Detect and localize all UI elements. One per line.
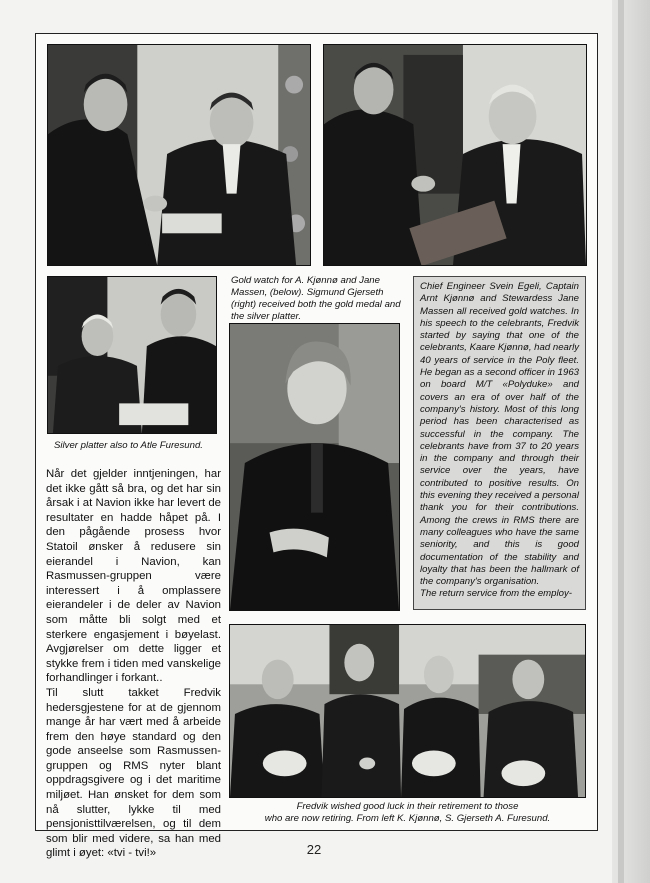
caption-gold-watch: Gold watch for A. Kjønnø and Jane Massen, (below). Sigmund Gjerseth (right) received both the gold medal and the silver platter. bbox=[231, 275, 401, 322]
body-paragraph-1: Når det gjelder inntjeningen, har det ikke gått så bra, og det har sin årsak i at Navion ikke har levert de resultater en hadde håpet på. I den pågående prosess hvor Statoil ønsker å redusere sin eierandel i Navion, kan Rasmussen-gruppen være interessert i å omplassere eierandeler i de deler av Navion som måtte bli solgt med et sterkere engasjement i bøyelast. Avgjørelser om dette ligger et stykke frem i tiden med vanskelige forhandlinger i forkant.. bbox=[46, 468, 221, 685]
photo-handshake-platter bbox=[323, 44, 587, 266]
sidebar-paragraph-1: Chief Engineer Svein Egeli, Captain Arnt Kjønnø and Stewardess Jane Massen all received gold watches. In his speech to the celebrants, Fredvik started by saying that one of the celebrants, Kaare Kjønnø, had nearly 40 years of service in the Poly fleet. He began as a second officer in 1963 on board M/T «Polyduke» and covers an era of over half of the company's history. Most of this long period has been characterised as successful in the company. The celebrants have from 37 to 20 years in the company and through their service over the years, have contributed to positive results. On this evening they received a personal thank you for their contributions. Among the crews in RMS there are many colleagues who have the same seniority, and this is good documentation of the stability and loyalty that has been the hallmark of the company's organisation. bbox=[420, 281, 579, 588]
caption-group-line-2: who are now retiring. From left K. Kjønnø, S. Gjerseth A. Furesund. bbox=[264, 813, 551, 824]
english-summary-box bbox=[413, 276, 586, 610]
photo-silver-platter bbox=[47, 276, 217, 434]
page-number: 22 bbox=[306, 842, 322, 857]
photo-group-retirees bbox=[229, 624, 586, 798]
caption-silver-platter: Silver platter also to Atle Furesund. bbox=[54, 440, 203, 451]
photo-handshake-gift bbox=[47, 44, 311, 266]
sidebar-paragraph-2: The return service from the employ- bbox=[420, 588, 572, 600]
caption-group-line-1: Fredvik wished good luck in their retirement to those bbox=[296, 801, 519, 812]
page-edge bbox=[612, 0, 650, 883]
body-paragraph-2: Til slutt takket Fredvik hedersgjestene for at de gjennom mange år har vært med å arbeide frem den høye standard og den gode anseelse som Rasmussen-gruppen og RMS nyter blant oppdragsgivere og i det maritime miljøet. Han ønsket for dem som nå slutter, lykke til med pensjonisttilværelsen, og til dem som blir med videre, sa han med glimt i øyet: «tvi - tvi!» bbox=[46, 686, 221, 860]
caption-group-retirees bbox=[229, 801, 586, 825]
article-body-text bbox=[46, 467, 221, 861]
photo-woman-portrait bbox=[229, 323, 400, 611]
